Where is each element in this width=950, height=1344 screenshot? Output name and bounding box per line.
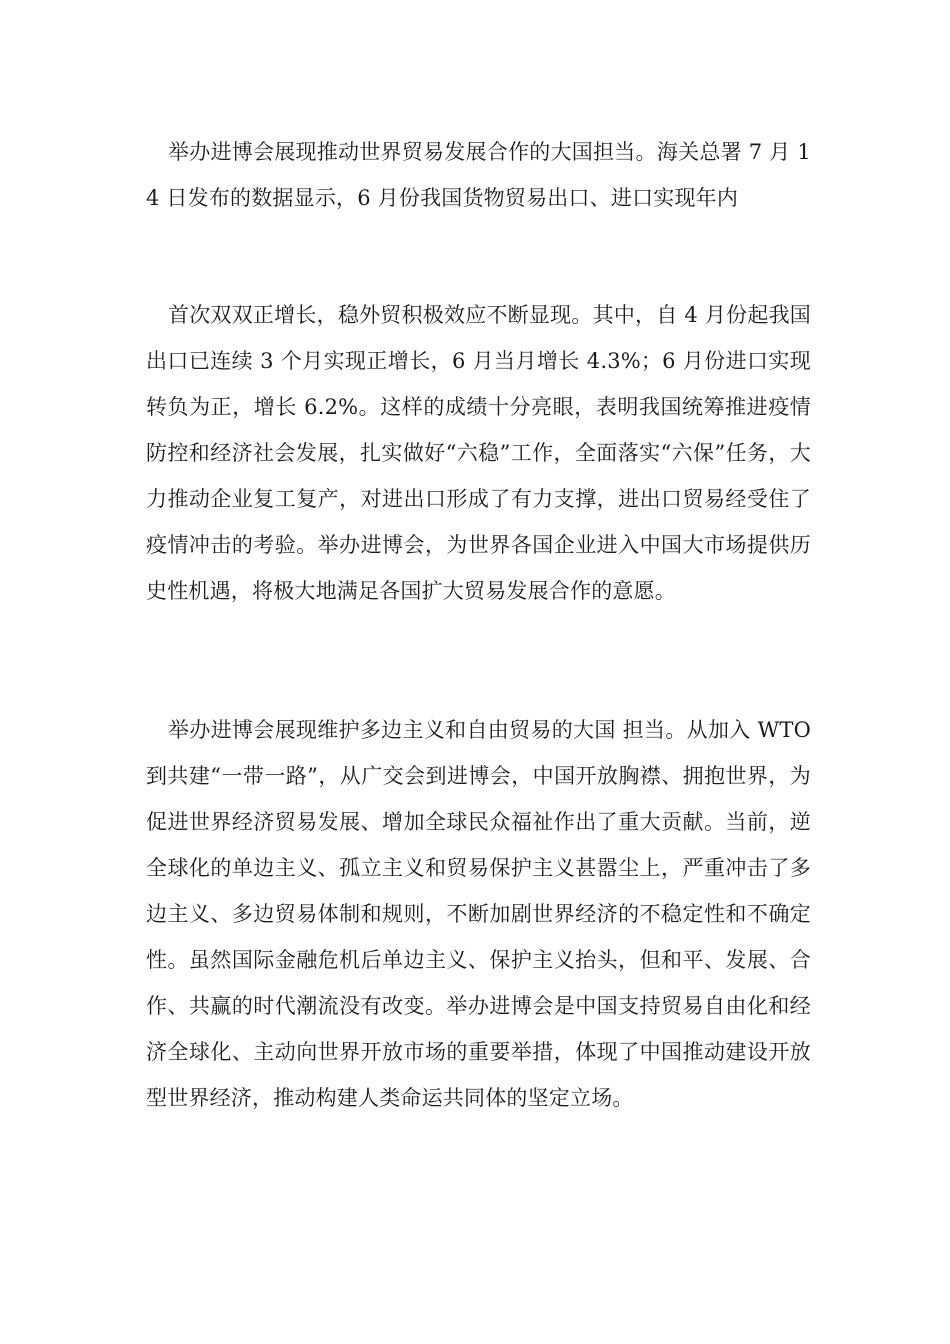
paragraph-1: 举办进博会展现推动世界贸易发展合作的大国担当。海关总署 7 月 14 日发布的数据显示，6 月份我国货物贸易出口、进口实现年内 [146, 140, 811, 210]
paragraph-2: 首次双双正增长，稳外贸积极效应不断显现。其中，自 4 月份起我国出口已连续 3 个月实现正增长，6 月当月增长 4.3%；6 月份进口实现转负为正，增长 6.2%。这样的成绩十分亮眼，表明我国统筹推进疫情防控和经济社会发展，扎实做好“六稳”工作，全面落实“六保”任务，大力推动企业复工复产，对进出口形成了有力支撑，进出口贸易经受住了疫情冲击的考验。举办进博会，为世界各国企业进入中国大市场提供历史性机遇，将极大地满足各国扩大贸易发展合作的意愿。 [146, 303, 811, 603]
paragraph-3: 举办进博会展现维护多边主义和自由贸易的大国 担当。从加入 WTO 到共建“一带一路”，从广交会到进博会，中国开放胸襟、拥抱世界，为促进世界经济贸易发展、增加全球民众福祉作出了重大贡献。当前，逆全球化的单边主义、孤立主义和贸易保护主义甚嚣尘上，严重冲击了多边主义、多边贸易体制和规则，不断加剧世界经济的不稳定性和不确定性。虽然国际金融危机后单边主义、保护主义抬头，但和平、发展、合作、共赢的时代潮流没有改变。举办进博会是中国支持贸易自由化和经济全球化、主动向世界开放市场的重要举措，体现了中国推动建设开放型世界经济，推动构建人类命运共同体的坚定立场。 [146, 718, 811, 1110]
